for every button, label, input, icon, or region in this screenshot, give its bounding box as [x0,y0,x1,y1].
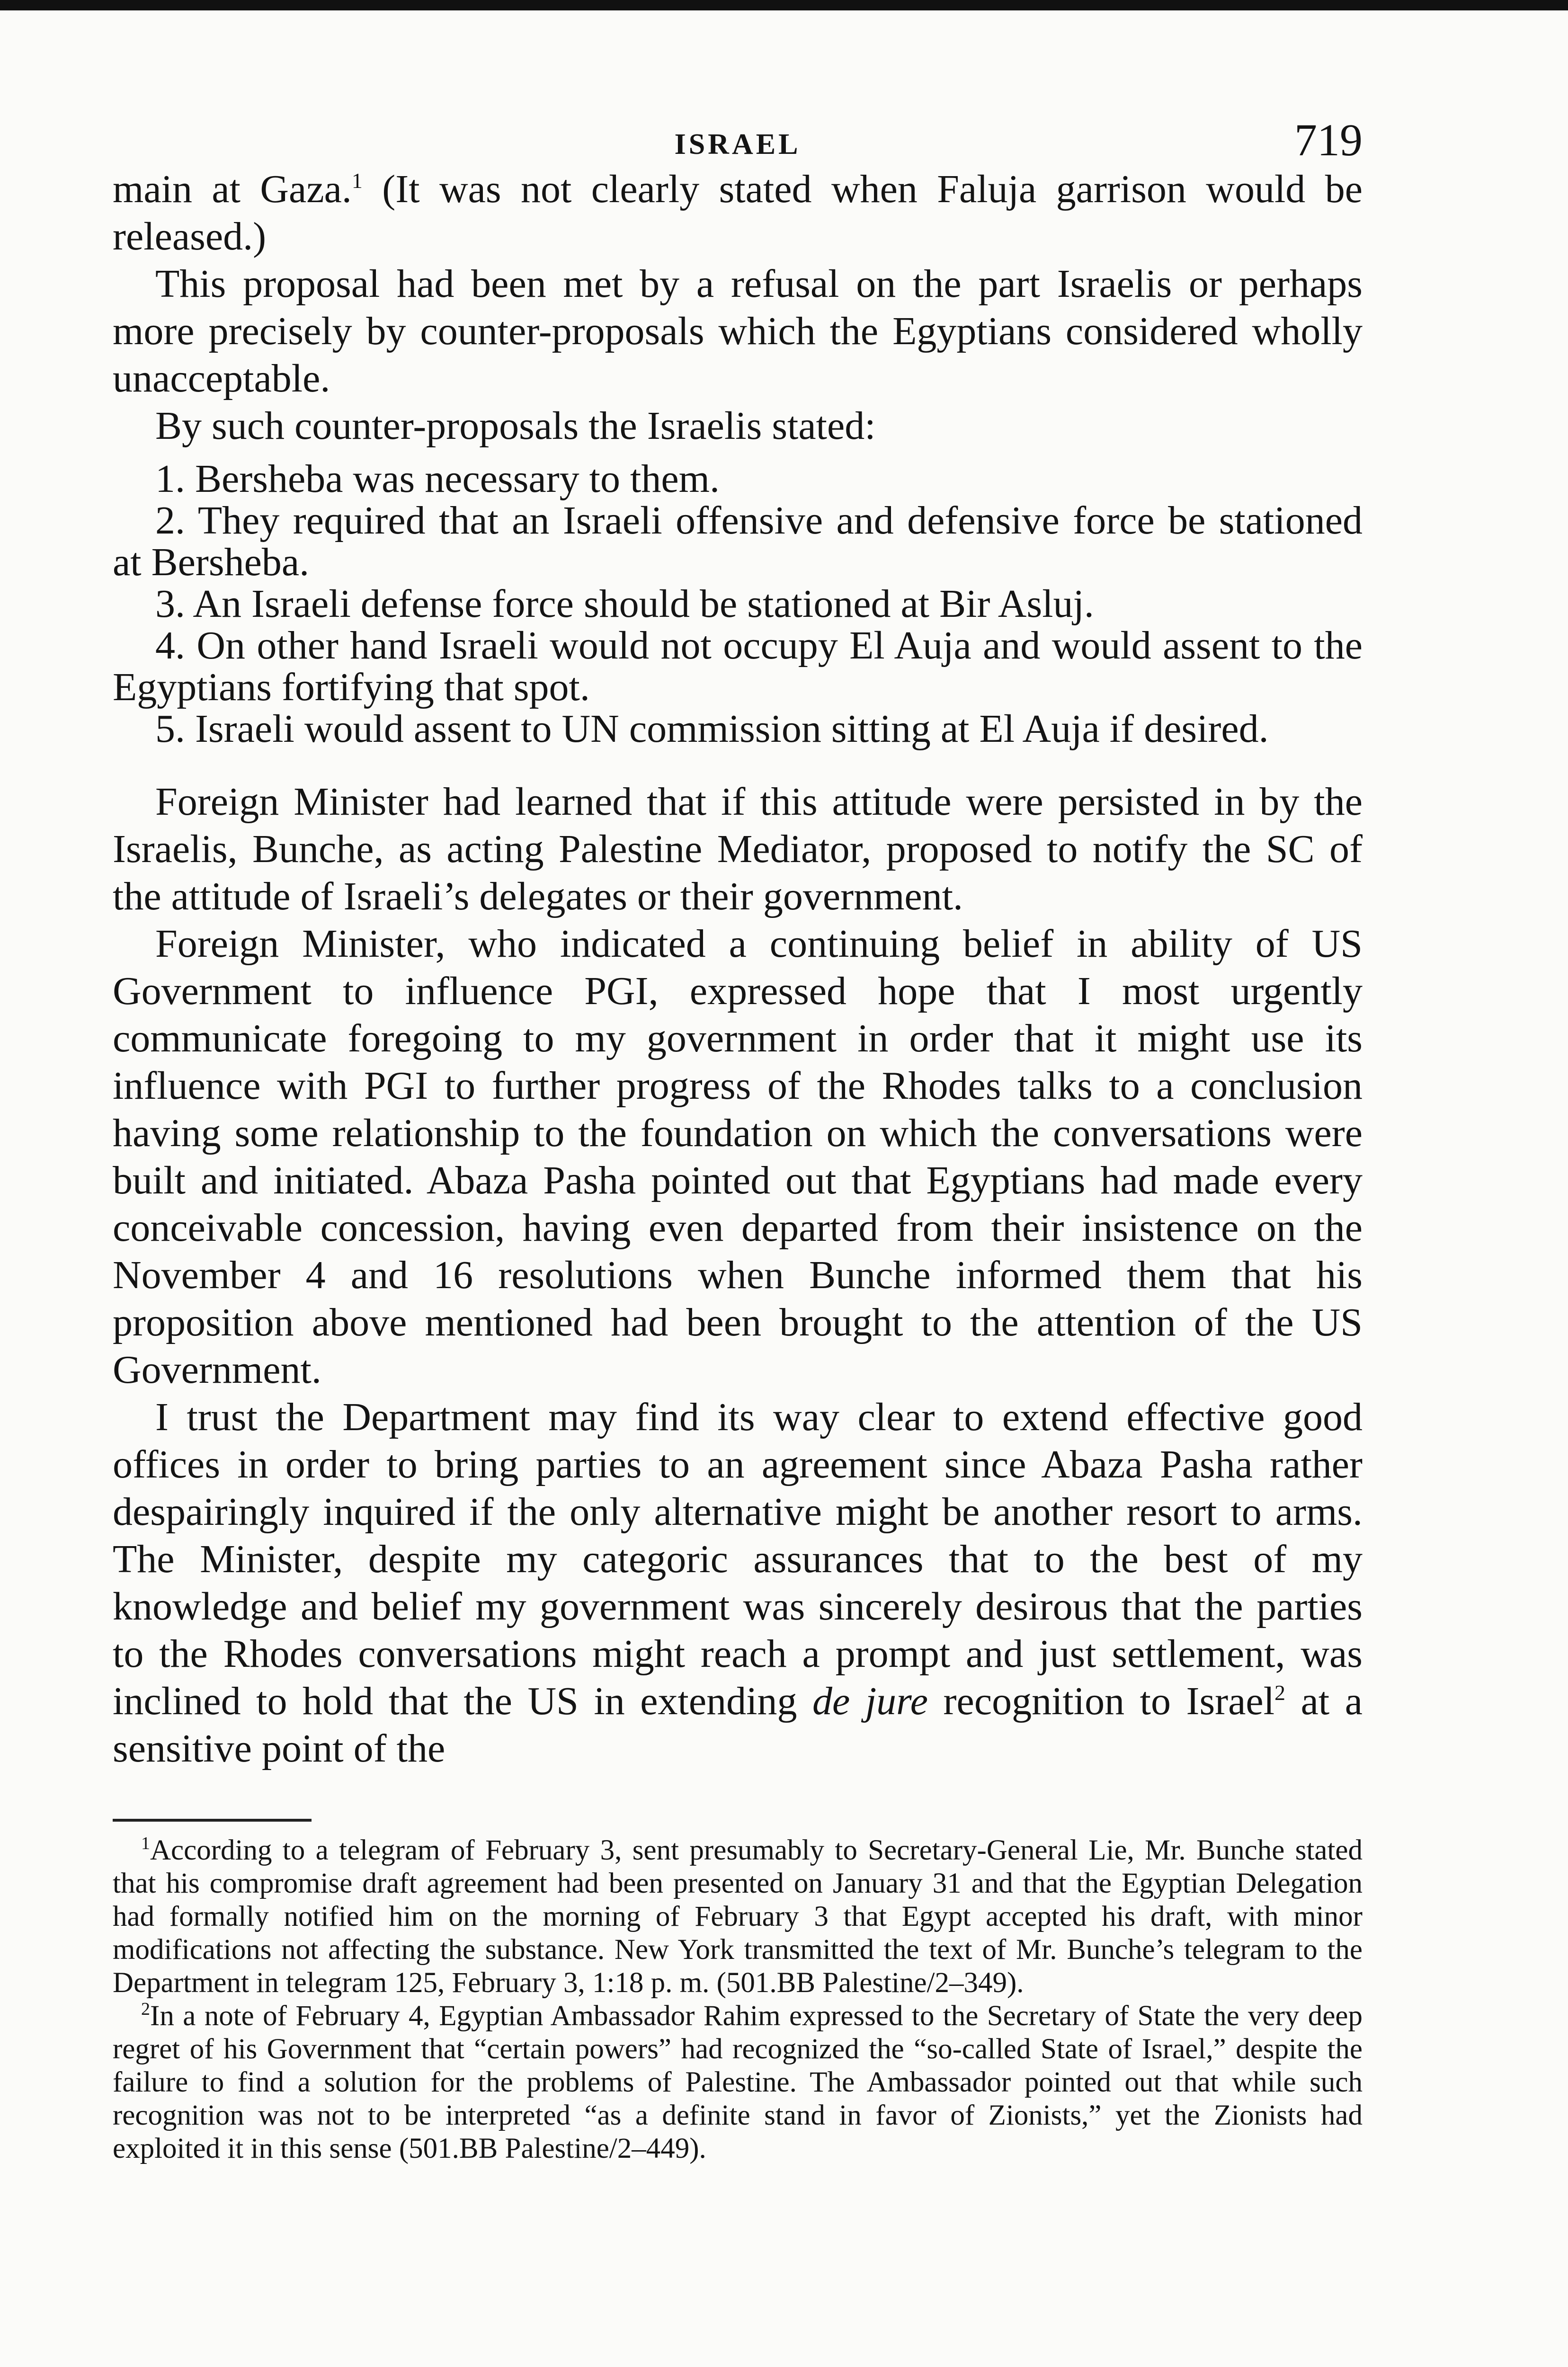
paragraph-1-text-b: (It was not clearly stated when Faluja garrison would be released.) [113,167,1363,258]
running-title: ISRAEL [674,128,801,160]
list-item-text: Bersheba was necessary to them. [195,457,720,501]
list-item-number: 4. [155,623,185,667]
list-item [113,458,1363,500]
list-item [113,500,1363,583]
paragraph-1-text-a: main at Gaza. [113,167,352,211]
paragraph-6-text-b: recognition to Israel [928,1679,1275,1723]
list-item-text: An Israeli defense force should be stationed at Bir Asluj. [193,582,1094,626]
running-head [113,95,1363,166]
paragraph-6-text-c: at a sensitive point of the [113,1679,1363,1771]
footnote-text: According to a telegram of February 3, sent presumably to Secretary-General Lie, Mr. Bunche stated that his compromise draft agreement had been presented on January 31 and that the Egyptian Delegation had formally notified him on the morning of February 3 that Egypt accepted his draft, with minor modifications not affecting the substance. New York transmitted the text of Mr. Bunche’s telegram to the Department in telegram 125, February 3, 1:18 p. m. (501.BB Palestine/2–349). [113,1834,1363,1999]
list-item [113,625,1363,708]
footnote-text: In a note of February 4, Egyptian Ambassador Rahim expressed to the Secretary of State the very deep regret of his Government that “certain powers” had recognized the “so-called State of Israel,” despite the failure to find a solution for the problems of Palestine. The Ambassador pointed out that while such recognition was not to be interpreted “as a definite stand in favor of Zionists,” yet the Zionists had exploited it in this sense (501.BB Palestine/2–449). [113,2000,1363,2164]
top-border-rule [0,0,1568,10]
list-item-text: On other hand Israeli would not occupy El Auja and would assent to the Egyptians fortifying that spot. [113,623,1363,709]
list-item-number: 1. [155,457,185,501]
footnote-mark: 1 [141,1833,150,1853]
paragraph-6 [113,1394,1363,1772]
document-page [113,95,1363,2165]
footnote-2 [113,2000,1363,2165]
paragraph-6-italic: de jure [812,1679,928,1723]
counter-proposals-list [113,458,1363,750]
list-item [113,583,1363,625]
paragraph-2: This proposal had been met by a refusal on the part Israelis or perhaps more precisely by counter-proposals which the Egyptians considered wholly unacceptable. [113,262,1363,400]
paragraph-1 [113,166,1363,260]
list-item-number: 3. [155,582,185,626]
paragraph-5: Foreign Minister, who indicated a continuing belief in ability of US Government to influence PGI, expressed hope that I most urgently communicate foregoing to my government in order that it might use its influence with PGI to further progress of the Rhodes talks to a conclusion having some relationship to the foundation on which the conversations were built and initiated. Abaza Pasha pointed out that Egyptians had made every conceivable concession, having even departed from their insistence on the November 4 and 16 resolutions when Bunche informed them that his proposition above mentioned had been brought to the attention of the US Government. [113,922,1363,1392]
footnote-divider [113,1819,312,1822]
paragraph-3: By such counter-proposals the Israelis stated: [155,404,876,448]
list-item-number: 2. [155,498,185,543]
footnote-1 [113,1834,1363,2000]
list-item [113,708,1363,750]
list-item-text: They required that an Israeli offensive and defensive force be stationed at Bersheba. [113,498,1363,584]
paragraph-6-text-a: I trust the Department may find its way clear to extend effective good offices in order to bring parties to an agreement since Abaza Pasha rather despairingly inquired if the only alternative might be another resort to arms. The Minister, despite my categoric assurances that to the best of my knowledge and belief my government was sincerely desirous that the parties to the Rhodes conversations might reach a prompt and just settlement, was inclined to hold that the US in extending [113,1395,1363,1723]
page-number: 719 [1294,115,1363,165]
footnote-ref-2[interactable]: 2 [1274,1681,1286,1705]
list-item-number: 5. [155,707,185,751]
paragraph-4: Foreign Minister had learned that if this attitude were persisted in by the Israelis, Bunche, as acting Palestine Mediator, proposed to notify the SC of the attitude of Israeli’s delegates or their government. [113,780,1363,918]
footnote-mark: 2 [141,1999,150,2019]
list-item-text: Israeli would assent to UN commission sitting at El Auja if desired. [195,707,1269,751]
footnote-ref-1[interactable]: 1 [351,169,363,193]
